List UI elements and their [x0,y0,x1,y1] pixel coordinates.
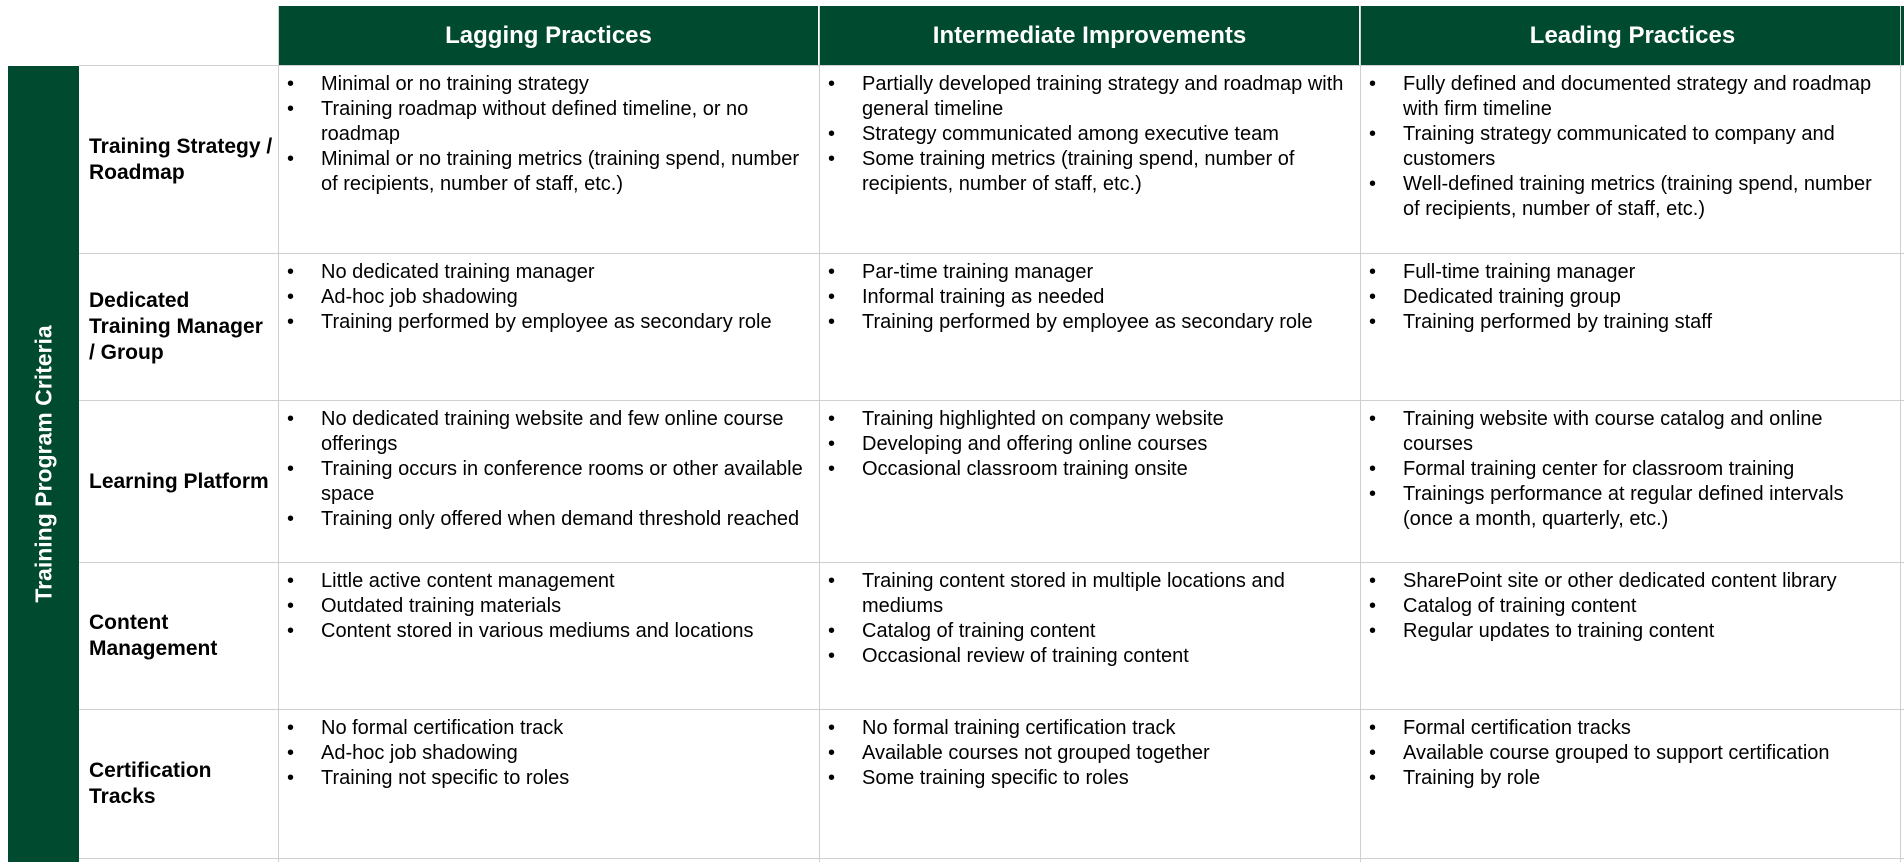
list-item: • No dedicated training manager [287,261,595,283]
row-label-training-strategy: Training Strategy / Roadmap [89,134,273,184]
list-item: • Training occurs in conference rooms or other available space [287,458,803,505]
row-label-training-manager: Dedicated Training Manager / Group [89,289,263,364]
cell-strategy-leading [1369,66,1900,222]
list-item: • Outdated training materials [287,595,562,617]
list-item: • Available courses not grouped together [828,742,1210,764]
list-item: • Occasional review of training content [828,645,1189,667]
row-label-certification-tracks: Certification Tracks [89,759,212,808]
cell-platform-leading [1369,401,1900,532]
list-item: • Strategy communicated among executive team [828,123,1279,145]
list-item: • Ad-hoc job shadowing [287,742,518,764]
list-item: • Training performed by training staff [1369,311,1713,333]
column-divider [1900,6,1901,862]
column-divider [819,6,820,862]
list-item: • Catalog of training content [828,620,1096,642]
list-item: • Trainings performance at regular defined intervals (once a month, quarterly, etc.) [1369,483,1844,530]
list-item: • Full-time training manager [1369,261,1636,283]
list-item: • No dedicated training website and few online course offerings [287,408,784,455]
list-item: • Training performed by employee as secondary role [828,311,1313,333]
list-item: • Training website with course catalog and online courses [1369,408,1823,455]
list-item: • Dedicated training group [1369,286,1621,308]
cell-platform-lagging [287,401,819,532]
list-item: • Well-defined training metrics (training spend, number of recipients, number of staff, etc.) [1369,173,1872,220]
list-item: • Training not specific to roles [287,767,570,789]
cell-content-leading [1369,563,1900,644]
list-item: • SharePoint site or other dedicated content library [1369,570,1837,592]
list-item: • Training only offered when demand threshold reached [287,508,800,530]
list-item: • Par-time training manager [828,261,1094,283]
column-header-intermediate: Intermediate Improvements [820,6,1359,65]
cell-content-intermediate [828,563,1360,669]
column-divider [278,6,279,862]
cell-manager-intermediate [828,254,1360,335]
list-item: • No formal training certification track [828,717,1176,739]
list-item: • Training content stored in multiple locations and mediums [828,570,1285,617]
column-divider [1360,6,1361,862]
cell-manager-leading [1369,254,1900,335]
list-item: • Formal training center for classroom training [1369,458,1795,480]
cell-manager-lagging [287,254,819,335]
list-item: • Training roadmap without defined timeline, or no roadmap [287,98,749,145]
cell-certification-lagging [287,710,819,791]
cell-strategy-lagging [287,66,819,197]
cell-strategy-intermediate [828,66,1360,197]
list-item: • Partially developed training strategy and roadmap with general timeline [828,73,1344,120]
side-label: Training Program Criteria [30,325,57,603]
list-item: • Training highlighted on company website [828,408,1224,430]
list-item: • Fully defined and documented strategy and roadmap with firm timeline [1369,73,1872,120]
cell-content-lagging [287,563,819,644]
list-item: • Training by role [1369,767,1541,789]
cell-platform-intermediate [828,401,1360,482]
list-item: • Regular updates to training content [1369,620,1715,642]
list-item: • Content stored in various mediums and locations [287,620,754,642]
row-label-content-management: Content Management [89,611,218,660]
list-item: • Developing and offering online courses [828,433,1208,455]
list-item: • Catalog of training content [1369,595,1637,617]
list-item: • Some training metrics (training spend, number of recipients, number of staff, etc.) [828,148,1295,195]
list-item: • Ad-hoc job shadowing [287,286,518,308]
column-header-lagging: Lagging Practices [279,6,818,65]
list-item: • Minimal or no training metrics (training spend, number of recipients, number of staff, etc.) [287,148,799,195]
list-item: • Available course grouped to support certification [1369,742,1830,764]
cell-certification-leading [1369,710,1900,791]
list-item: • Training strategy communicated to company and customers [1369,123,1835,170]
column-header-leading: Leading Practices [1361,6,1904,65]
row-divider [79,858,1904,859]
list-item: • Training performed by employee as secondary role [287,311,772,333]
list-item: • Occasional classroom training onsite [828,458,1188,480]
list-item: • Little active content management [287,570,615,592]
list-item: • Informal training as needed [828,286,1105,308]
list-item: • No formal certification track [287,717,564,739]
cell-certification-intermediate [828,710,1360,791]
list-item: • Minimal or no training strategy [287,73,589,95]
row-label-learning-platform: Learning Platform [89,469,269,493]
list-item: • Formal certification tracks [1369,717,1631,739]
list-item: • Some training specific to roles [828,767,1129,789]
